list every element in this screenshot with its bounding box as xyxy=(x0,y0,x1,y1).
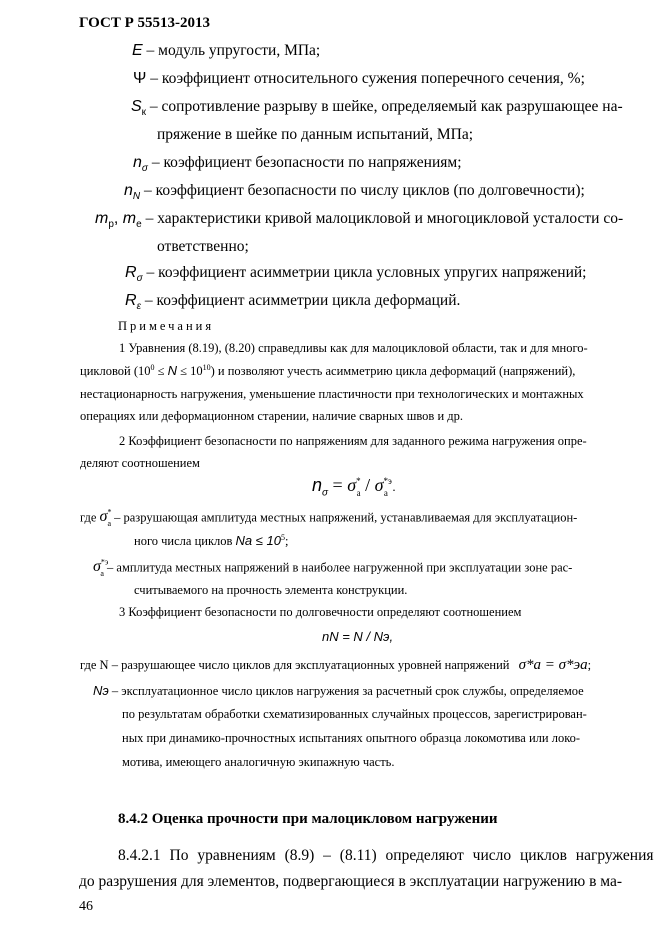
section-para-line2: до разрушения для элементов, подвергающиеся в эксплуатации нагружению в ма- xyxy=(79,873,623,890)
note3-where2-line1: – эксплуатационное число циклов нагружения за расчетный срок службы, определяемое xyxy=(111,684,584,698)
symbol-n-sigma: $n_\sigma$ xyxy=(133,154,148,175)
section-title: 8.4.2 Оценка прочности при малоцикловом нагружении xyxy=(118,811,498,827)
definition-m-text: – характеристики кривой малоцикловой и многоцикловой усталости со- xyxy=(145,210,624,227)
note2-where2-cont: считываемого на прочность элемента конструкции. xyxy=(134,583,408,597)
definition-r-eps-text: – коэффициент асимметрии цикла деформаций. xyxy=(144,292,461,309)
where1-sigma: $\sigma^*_а$ xyxy=(99,508,112,528)
note3-where2-line2: по результатам обработки схематизированных случайных процессов, зарегистрирован- xyxy=(122,707,587,721)
definition-m-cont: ответственно; xyxy=(157,238,249,255)
definition-n-n xyxy=(124,182,585,202)
formula-dot: . xyxy=(392,479,396,494)
notes-heading: Примечания xyxy=(118,319,215,333)
definition-r-sigma-text: – коэффициент асимметрии цикла условных упругих напряжений; xyxy=(146,264,587,281)
where-prefix: где xyxy=(80,510,97,525)
note2-where1 xyxy=(80,508,577,528)
where1-text: – разрушающая амплитуда местных напряжений, устанавливаемая для эксплуатацион- xyxy=(114,510,578,525)
definition-sk-cont: пряжение в шейке по данным испытаний, МПа; xyxy=(157,126,474,143)
definition-psi-text: – коэффициент относительного сужения поперечного сечения, %; xyxy=(150,70,585,87)
note1-l2d: ) и позволяют учесть асимметрию цикла деформаций (напряжений), xyxy=(210,364,576,379)
note3-where2-symbol: Nэ xyxy=(93,683,109,698)
note2-line2: деляют соотношением xyxy=(80,456,200,470)
where2-sigma: $\sigma^{*э}_а$ xyxy=(93,558,109,578)
note1-line4: операциях или деформационном старении, наличие сварных швов и др. xyxy=(80,409,463,423)
note1-n: N xyxy=(167,363,177,379)
note1-line2 xyxy=(80,363,575,379)
note3-where1-formula: σ*а = σ*эа xyxy=(518,657,588,673)
symbol-sk: $S_к$ xyxy=(131,98,147,119)
note3-where2-line3: ных при динамико-прочностных испытаниях опытного образца локомотива или локо- xyxy=(122,731,581,745)
note3-where1: где N – разрушающее число циклов для эксплуатационных уровней напряжений σ*а = σ*эа; xyxy=(80,657,592,673)
symbol-n-n: $n_N$ xyxy=(124,182,141,203)
definition-sk xyxy=(131,98,623,118)
definition-n-sigma xyxy=(133,154,462,174)
formula-slash: / xyxy=(365,475,371,495)
definition-e-text: – модуль упругости, МПа; xyxy=(146,42,321,59)
formula-sigma-a: $\sigma^*_а$ xyxy=(347,475,361,498)
definition-n-n-text: – коэффициент безопасности по числу циклов (по долговечности); xyxy=(144,182,585,199)
note1-exp10: 10 xyxy=(202,363,211,372)
note3-line1: 3 Коэффициент безопасности по долговечности определяют соотношением xyxy=(119,605,522,619)
formula-sigma-ea: $\sigma^{*э}_а$ xyxy=(374,475,392,498)
formula-equals: = xyxy=(332,475,343,495)
note2-formula xyxy=(312,475,396,499)
page-header-title: ГОСТ Р 55513-2013 xyxy=(79,15,211,31)
symbol-e: E xyxy=(132,42,143,59)
where1-exp: 5 xyxy=(280,533,285,542)
note3-formula: nN = N / Nэ, xyxy=(322,629,394,644)
definition-e xyxy=(132,42,320,60)
note1-l2b: ≤ xyxy=(154,364,168,379)
symbol-r-sigma: $R_\sigma$ xyxy=(125,264,143,285)
note2-line1: 2 Коэффициент безопасности по напряжениям для заданного режима нагружения опре- xyxy=(119,434,587,448)
note3-where2-line4: мотива, имеющего аналогичную экипажную часть. xyxy=(122,755,395,769)
symbol-r-eps: $R_\varepsilon$ xyxy=(125,292,141,313)
note3-where2 xyxy=(93,683,584,699)
symbol-psi: Ψ xyxy=(133,70,147,87)
formula-n-sigma: $n_\sigma$ xyxy=(312,475,329,499)
note1-line1: 1 Уравнения (8.19), (8.20) справедливы как для малоцикловой области, так и для много- xyxy=(119,341,588,355)
definition-sk-text: – сопротивление разрыву в шейке, определяемый как разрушающее на- xyxy=(149,98,623,115)
definition-psi xyxy=(133,70,585,88)
note2-where1-cont xyxy=(134,533,288,549)
definition-r-sigma xyxy=(125,264,587,284)
where1-cond: Nа ≤ 10 xyxy=(235,533,281,549)
page-number: 46 xyxy=(79,899,93,914)
note1-exp0: 0 xyxy=(150,363,155,372)
note2-where2 xyxy=(93,558,572,578)
where1-end: ; xyxy=(284,534,289,549)
note3-where1-text: где N – разрушающее число циклов для эксплуатационных уровней напряжений xyxy=(80,658,510,672)
note1-l2a: цикловой (10 xyxy=(80,364,151,379)
section-para-line1: 8.4.2.1 По уравнениям (8.9) – (8.11) определяют число циклов нагружения xyxy=(118,847,654,864)
symbol-m: $m_р$, $m_е$ xyxy=(95,210,142,231)
definition-r-eps xyxy=(125,292,460,312)
definition-n-sigma-text: – коэффициент безопасности по напряжениям; xyxy=(151,154,462,171)
where2-text: – амплитуда местных напряжений в наиболее нагруженной при эксплуатации зоне рас- xyxy=(107,560,573,575)
where1-cont-text: ного числа циклов xyxy=(134,534,233,549)
note1-l2c: ≤ 10 xyxy=(177,364,203,379)
note1-line3: нестационарность нагружения, уменьшение пластичности при технологических и монтажных xyxy=(80,387,584,401)
definition-m xyxy=(95,210,623,230)
